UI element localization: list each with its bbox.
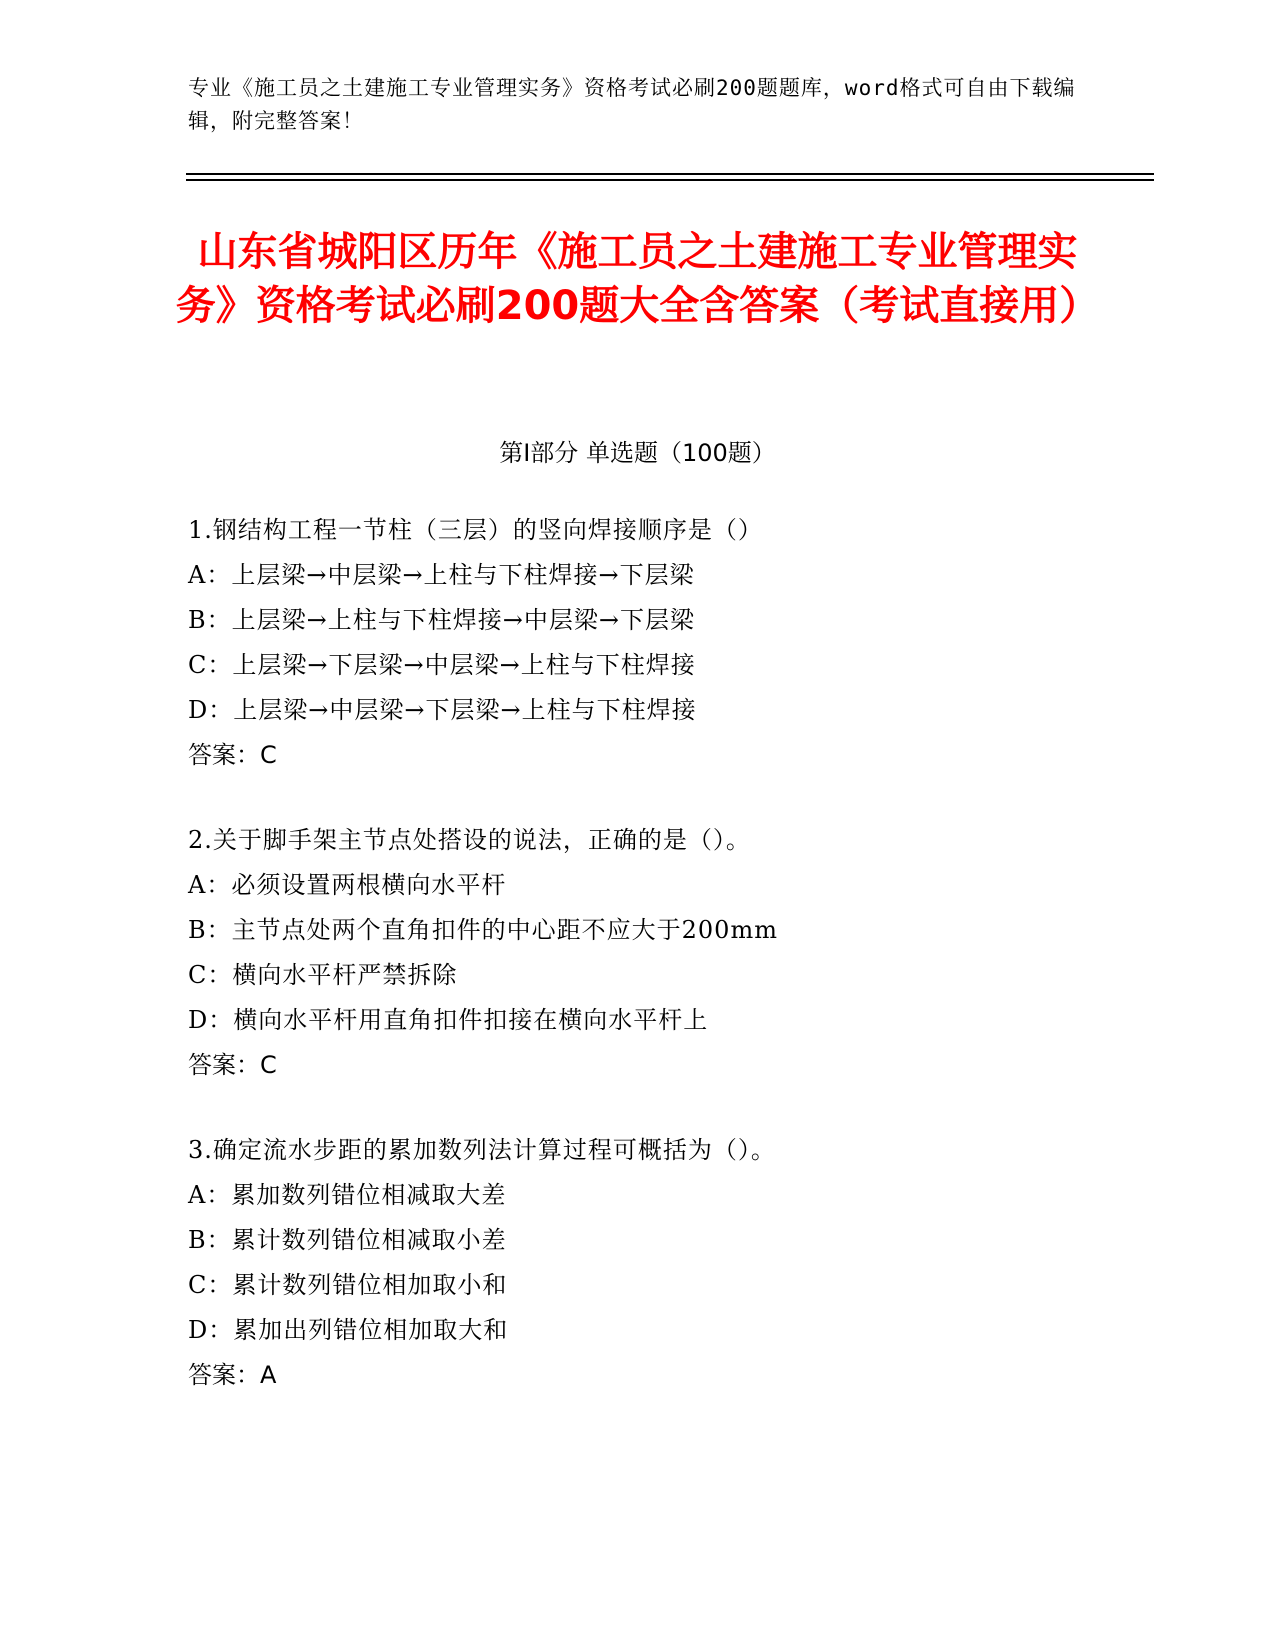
option-d: D：横向水平杆用直角扣件扣接在横向水平杆上: [188, 1006, 709, 1034]
option-b: B：上层梁→上柱与下柱焊接→中层梁→下层梁: [188, 606, 695, 634]
answer-line: 答案：C: [188, 1051, 277, 1079]
question-stem: 2.关于脚手架主节点处搭设的说法，正确的是（）。: [188, 826, 751, 854]
answer-line: 答案：C: [188, 741, 277, 769]
document-title: 山东省城阳区历年《施工员之土建施工专业管理实务》资格考试必刷200题大全含答案（考试直接用）: [175, 229, 1100, 329]
option-b: B：累计数列错位相减取小差: [188, 1226, 507, 1254]
option-c: C：上层梁→下层梁→中层梁→上柱与下柱焊接: [188, 651, 696, 679]
option-d: D：上层梁→中层梁→下层梁→上柱与下柱焊接: [188, 696, 697, 724]
option-c: C：横向水平杆严禁拆除: [188, 961, 458, 989]
header-note: 专业《施工员之土建施工专业管理实务》资格考试必刷200题题库，word格式可自由下载编辑，附完整答案！: [188, 76, 1076, 133]
option-a: A：累加数列错位相减取大差: [188, 1181, 507, 1209]
header-divider-bottom: [186, 179, 1154, 181]
header-divider-top: [186, 173, 1154, 175]
question-1: [188, 508, 1148, 778]
option-a: A：必须设置两根横向水平杆: [188, 871, 507, 899]
question-2: [188, 818, 1148, 1088]
question-stem: 1.钢结构工程一节柱（三层）的竖向焊接顺序是（）: [188, 516, 763, 544]
option-d: D：累加出列错位相加取大和: [188, 1316, 509, 1344]
question-stem: 3.确定流水步距的累加数列法计算过程可概括为（）。: [188, 1136, 776, 1164]
option-c: C：累计数列错位相加取小和: [188, 1271, 508, 1299]
option-b: B：主节点处两个直角扣件的中心距不应大于200mm: [188, 916, 778, 944]
question-3: [188, 1128, 1148, 1398]
option-a: A：上层梁→中层梁→上柱与下柱焊接→下层梁: [188, 561, 695, 589]
section-heading: 第Ⅰ部分 单选题（100题）: [499, 439, 776, 467]
answer-line: 答案：A: [188, 1361, 277, 1389]
